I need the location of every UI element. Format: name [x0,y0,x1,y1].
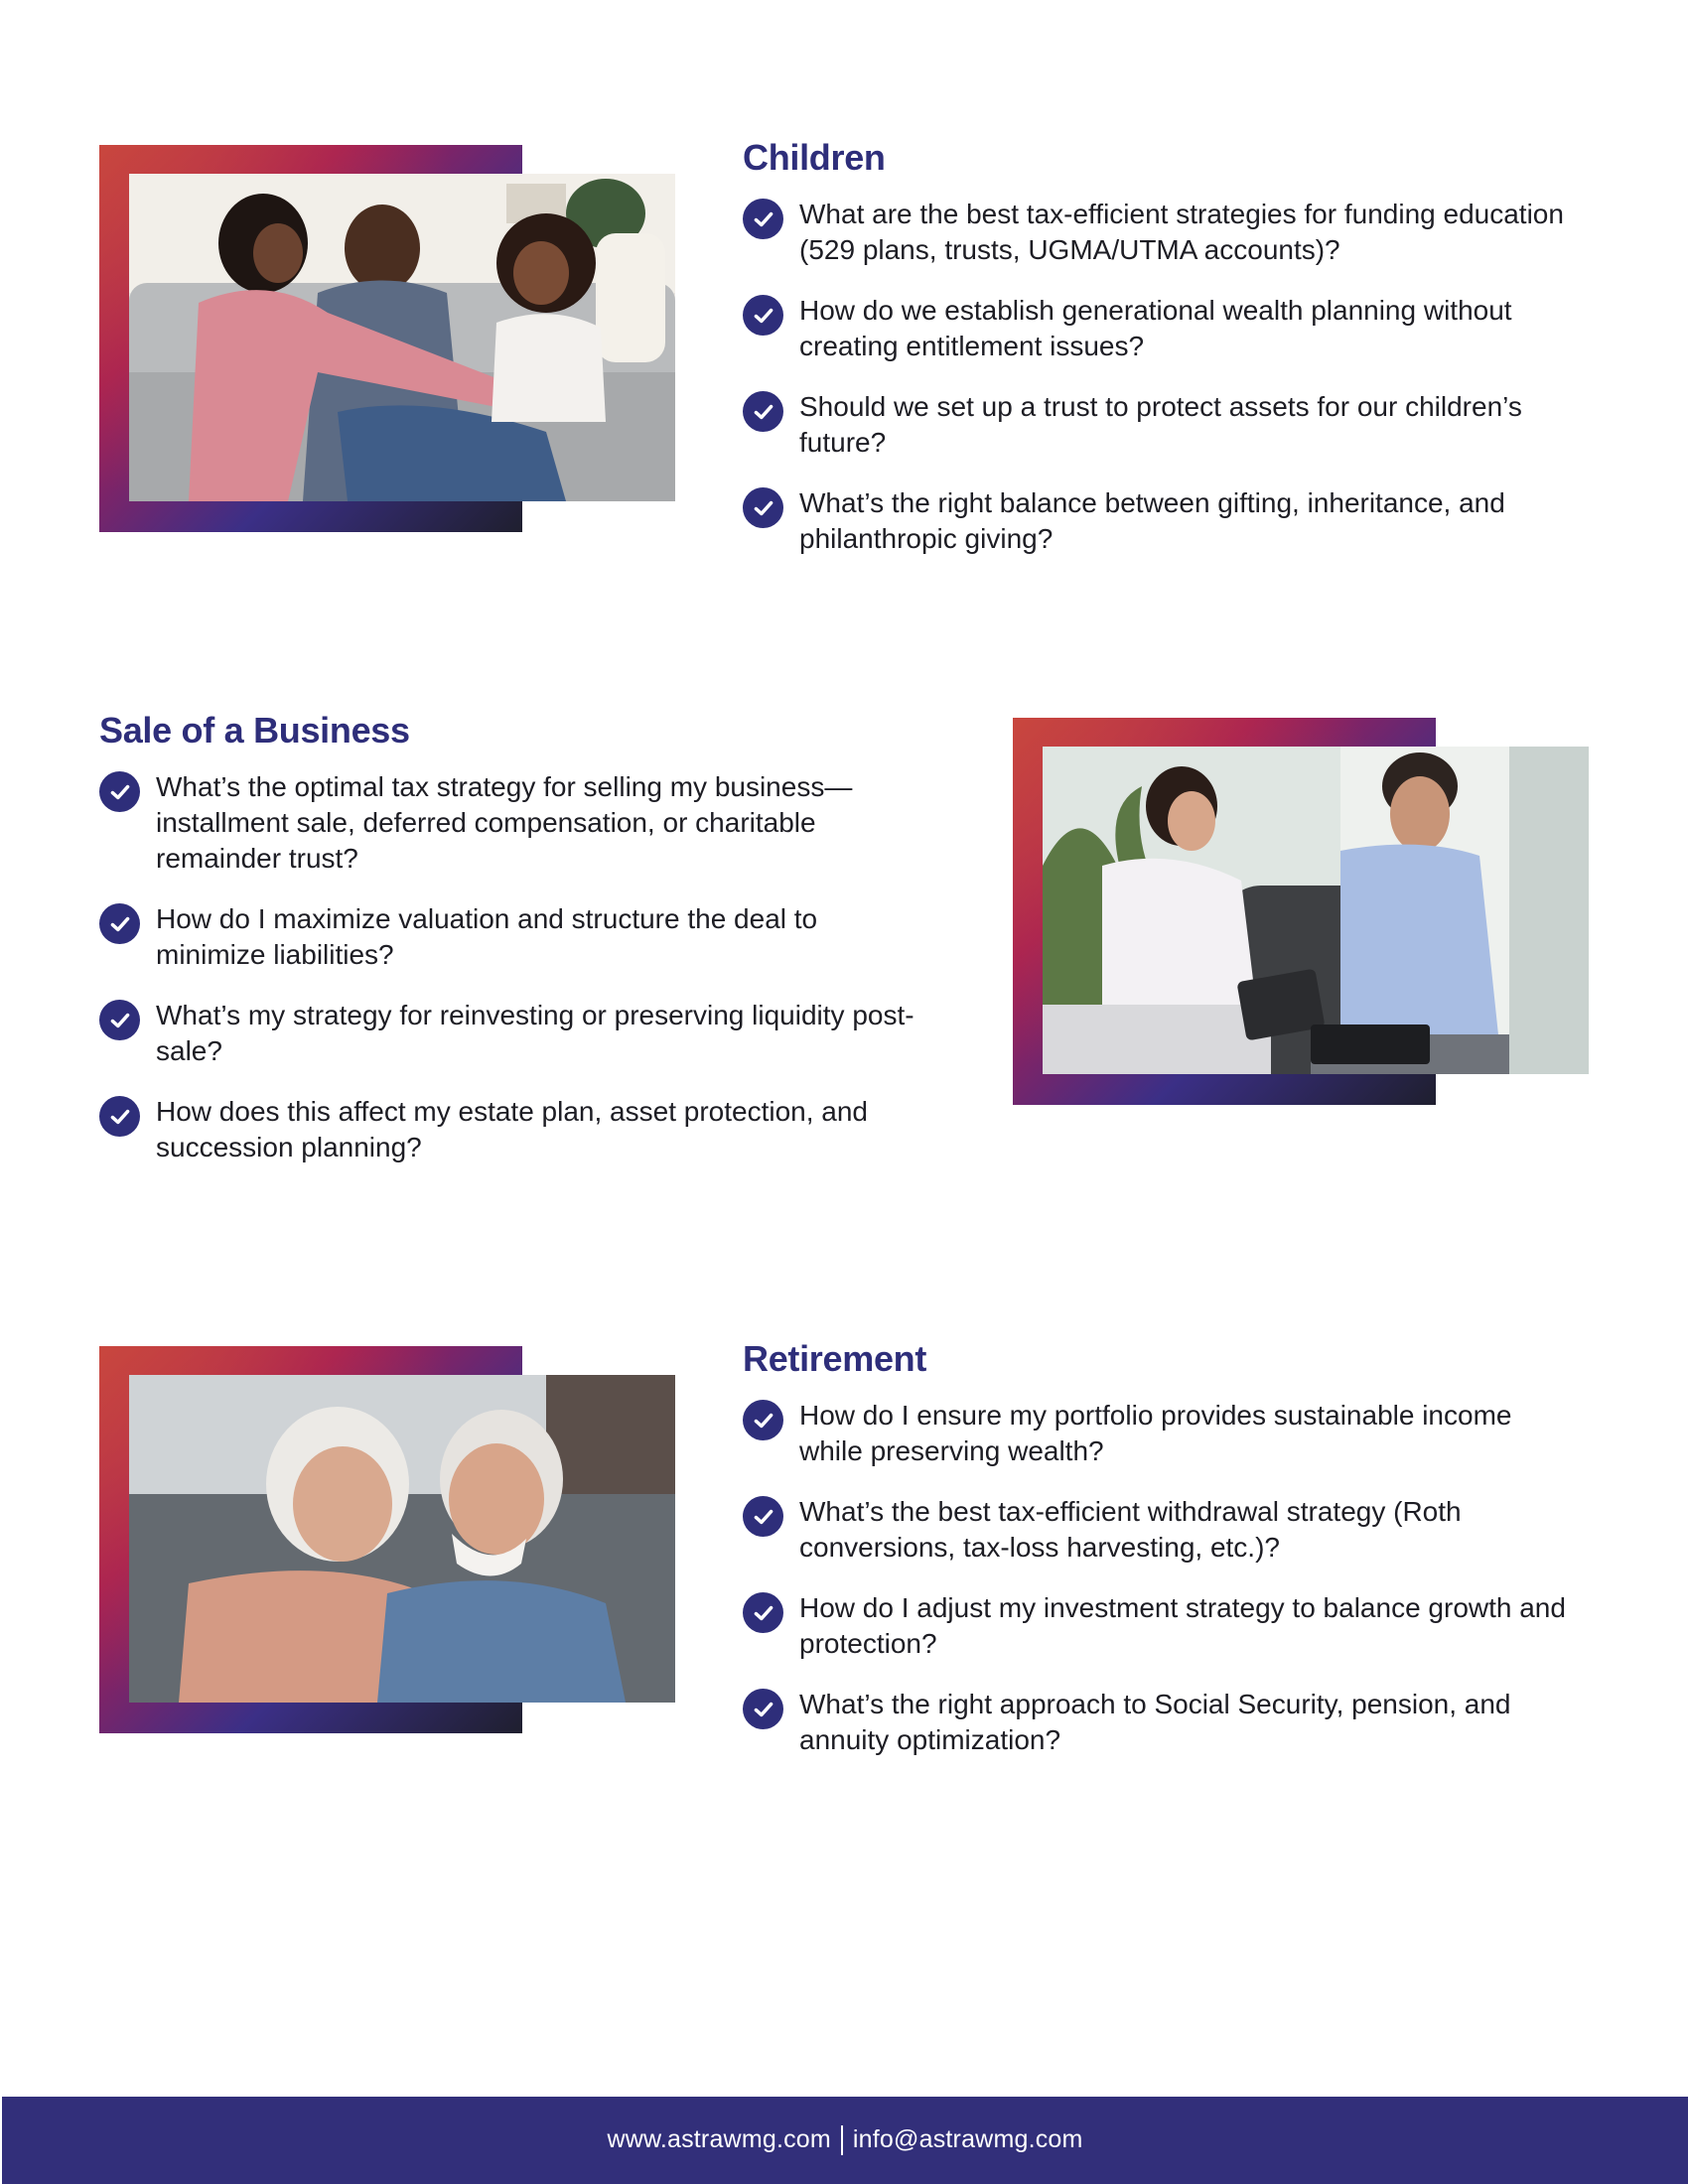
question-text: What’s the right approach to Social Security, pension, and annuity optimization? [799,1689,1511,1755]
check-circle-icon [743,1592,783,1633]
list-item [99,769,933,877]
list-item [743,1590,1567,1662]
check-circle-icon [99,903,140,944]
question-text: What’s the right balance between gifting, inheritance, and philanthropic giving? [799,487,1505,554]
advisor-meeting-photo [1043,747,1589,1074]
family-photo [129,174,675,501]
question-text: How do I maximize valuation and structure the deal to minimize liabilities? [156,903,818,970]
section-title: Retirement [743,1338,927,1379]
section-title: Sale of a Business [99,710,410,751]
check-circle-icon [743,1496,783,1537]
list-item [99,901,933,973]
question-list [743,1398,1567,1783]
check-circle-icon [99,1096,140,1137]
footer-contact [607,2125,1082,2155]
retired-couple-photo [129,1375,675,1703]
list-item [99,998,933,1069]
section-title: Children [743,137,886,178]
question-text: Should we set up a trust to protect assets for our children’s future? [799,391,1522,458]
list-item [743,389,1567,461]
check-circle-icon [99,771,140,812]
check-circle-icon [743,487,783,528]
check-circle-icon [99,1000,140,1040]
question-text: How do we establish generational wealth planning without creating entitlement issues? [799,295,1512,361]
website-link[interactable]: www.astrawmg.com [607,2124,831,2153]
check-circle-icon [743,391,783,432]
list-item [743,1687,1567,1758]
question-list [99,769,933,1190]
question-text: How do I adjust my investment strategy to balance growth and protection? [799,1592,1566,1659]
question-text: How do I ensure my portfolio provides sustainable income while preserving wealth? [799,1400,1512,1466]
list-item [743,197,1567,268]
list-item [743,1398,1567,1469]
footer-divider [841,2125,843,2155]
question-text: What’s the best tax-efficient withdrawal strategy (Roth conversions, tax-loss harvesting, etc.)? [799,1496,1462,1563]
question-text: What are the best tax-efficient strategies for funding education (529 plans, trusts, UGMA/UTMA accounts)? [799,199,1564,265]
email-link[interactable]: info@astrawmg.com [852,2124,1083,2153]
check-circle-icon [743,1400,783,1440]
list-item [743,293,1567,364]
check-circle-icon [743,199,783,239]
list-item [99,1094,933,1165]
question-text: What’s my strategy for reinvesting or preserving liquidity post-sale? [156,1000,914,1066]
footer [2,2097,1688,2184]
check-circle-icon [743,1689,783,1729]
list-item [743,485,1567,557]
list-item [743,1494,1567,1566]
question-text: What’s the optimal tax strategy for selling my business—installment sale, deferred compensation, or charitable remainder trust? [156,771,853,874]
check-circle-icon [743,295,783,336]
question-list [743,197,1567,582]
question-text: How does this affect my estate plan, asset protection, and succession planning? [156,1096,868,1162]
